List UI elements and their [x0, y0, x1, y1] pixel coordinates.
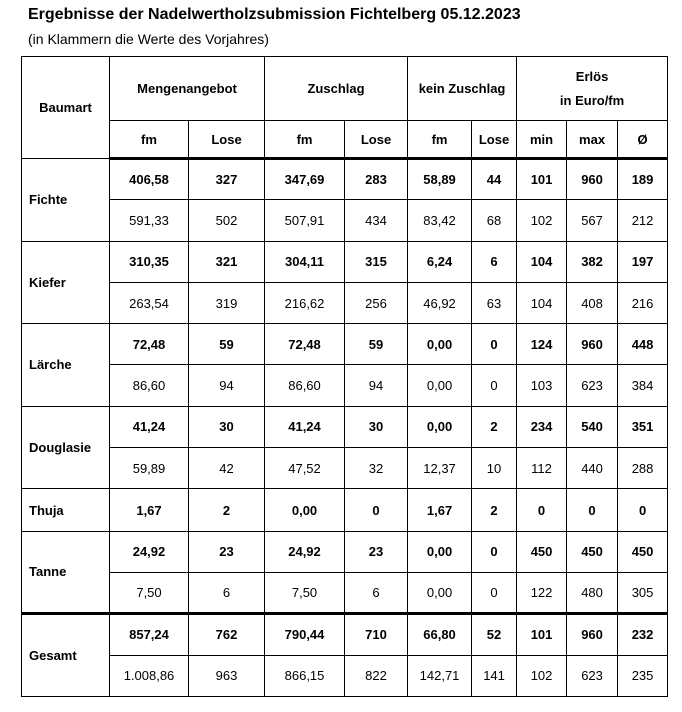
table-row-previous	[22, 282, 668, 323]
table-cell: 327	[189, 159, 265, 200]
table-cell: 0,00	[408, 406, 472, 447]
table-cell: 480	[567, 572, 618, 613]
table-row-previous	[22, 365, 668, 406]
col-header-kein-zuschlag: kein Zuschlag	[408, 57, 517, 121]
table-cell: 351	[618, 406, 668, 447]
baumart-cell: Tanne	[22, 531, 110, 614]
table-row	[22, 324, 668, 365]
table-cell: 101	[517, 614, 567, 655]
table-cell: 540	[567, 406, 618, 447]
table-cell: 52	[472, 614, 517, 655]
table-cell: 24,92	[265, 531, 345, 572]
table-cell: 310,35	[110, 241, 189, 282]
results-table	[21, 56, 668, 697]
table-cell: 101	[517, 159, 567, 200]
table-cell: 0	[517, 489, 567, 531]
table-cell: 212	[618, 200, 668, 241]
table-cell: 440	[567, 448, 618, 489]
table-cell: 0,00	[408, 572, 472, 613]
baumart-cell: Kiefer	[22, 241, 110, 324]
baumart-cell: Fichte	[22, 159, 110, 242]
table-cell: 86,60	[265, 365, 345, 406]
table-cell: 41,24	[110, 406, 189, 447]
table-cell: 94	[345, 365, 408, 406]
table-cell: 762	[189, 614, 265, 655]
table-row-previous	[22, 572, 668, 613]
col-header-erloes	[517, 57, 668, 121]
table-cell: 232	[618, 614, 668, 655]
baumart-cell: Douglasie	[22, 406, 110, 489]
table-row	[22, 241, 668, 282]
table-cell: 23	[345, 531, 408, 572]
table-cell: 502	[189, 200, 265, 241]
table-cell: 122	[517, 572, 567, 613]
baumart-cell: Thuja	[22, 489, 110, 531]
table-cell: 66,80	[408, 614, 472, 655]
page-subtitle: (in Klammern die Werte des Vorjahres)	[28, 31, 269, 47]
table-cell: 960	[567, 614, 618, 655]
table-cell: 0,00	[408, 365, 472, 406]
table-cell: 347,69	[265, 159, 345, 200]
table-cell: 0,00	[408, 531, 472, 572]
table-cell: 450	[618, 531, 668, 572]
col-header-mengenangebot-fm: fm	[110, 121, 189, 159]
table-cell: 315	[345, 241, 408, 282]
table-cell: 124	[517, 324, 567, 365]
col-header-kein-zuschlag-lose: Lose	[472, 121, 517, 159]
col-header-mengenangebot: Mengenangebot	[110, 57, 265, 121]
table-cell: 2	[472, 489, 517, 531]
table-cell: 623	[567, 655, 618, 696]
table-cell: 0	[618, 489, 668, 531]
table-cell: 68	[472, 200, 517, 241]
table-row-total	[22, 614, 668, 655]
table-cell: 24,92	[110, 531, 189, 572]
table-cell: 710	[345, 614, 408, 655]
table-cell: 30	[345, 406, 408, 447]
col-header-zuschlag-lose: Lose	[345, 121, 408, 159]
table-cell: 2	[472, 406, 517, 447]
table-cell: 1.008,86	[110, 655, 189, 696]
table-cell: 450	[567, 531, 618, 572]
table-cell: 0,00	[265, 489, 345, 531]
col-header-baumart: Baumart	[22, 57, 110, 159]
table-cell: 288	[618, 448, 668, 489]
table-cell: 234	[517, 406, 567, 447]
table-row	[22, 159, 668, 200]
table-cell: 141	[472, 655, 517, 696]
table-cell: 507,91	[265, 200, 345, 241]
col-header-zuschlag-fm: fm	[265, 121, 345, 159]
table-cell: 857,24	[110, 614, 189, 655]
col-header-zuschlag: Zuschlag	[265, 57, 408, 121]
table-cell: 197	[618, 241, 668, 282]
table-cell: 59	[189, 324, 265, 365]
table-cell: 30	[189, 406, 265, 447]
table-cell: 112	[517, 448, 567, 489]
table-cell: 0,00	[408, 324, 472, 365]
table-cell: 304,11	[265, 241, 345, 282]
table-cell: 72,48	[265, 324, 345, 365]
table-cell: 319	[189, 282, 265, 323]
table-cell: 72,48	[110, 324, 189, 365]
table-cell: 46,92	[408, 282, 472, 323]
table-row-previous	[22, 200, 668, 241]
table-cell: 305	[618, 572, 668, 613]
table-cell: 104	[517, 241, 567, 282]
table-row-previous	[22, 448, 668, 489]
header-row-groups	[22, 57, 668, 121]
col-header-kein-zuschlag-fm: fm	[408, 121, 472, 159]
table-cell: 450	[517, 531, 567, 572]
table-cell: 963	[189, 655, 265, 696]
page-title: Ergebnisse der Nadelwertholzsubmission Fichtelberg 05.12.2023	[28, 6, 521, 23]
table-cell: 58,89	[408, 159, 472, 200]
table-cell: 216	[618, 282, 668, 323]
header-row-units	[22, 121, 668, 159]
table-cell: 0	[472, 324, 517, 365]
table-cell: 790,44	[265, 614, 345, 655]
table-cell: 6	[189, 572, 265, 613]
table-cell: 42	[189, 448, 265, 489]
table-cell: 0	[472, 572, 517, 613]
table-cell: 406,58	[110, 159, 189, 200]
table-cell: 7,50	[110, 572, 189, 613]
table-cell: 10	[472, 448, 517, 489]
baumart-cell: Lärche	[22, 324, 110, 407]
table-cell: 822	[345, 655, 408, 696]
table-cell: 102	[517, 200, 567, 241]
table-cell: 0	[345, 489, 408, 531]
table-cell: 384	[618, 365, 668, 406]
table-cell: 256	[345, 282, 408, 323]
table-cell: 1,67	[408, 489, 472, 531]
col-header-max: max	[567, 121, 618, 159]
col-header-erloes-line2: in Euro/fm	[559, 92, 625, 108]
table-cell: 59	[345, 324, 408, 365]
table-cell: 408	[567, 282, 618, 323]
baumart-cell-total: Gesamt	[22, 614, 110, 697]
table-cell: 6	[345, 572, 408, 613]
table-cell: 189	[618, 159, 668, 200]
col-header-mengenangebot-lose: Lose	[189, 121, 265, 159]
table-cell: 960	[567, 159, 618, 200]
table-cell: 216,62	[265, 282, 345, 323]
table-cell: 960	[567, 324, 618, 365]
table-cell: 2	[189, 489, 265, 531]
table-cell: 103	[517, 365, 567, 406]
table-cell: 6	[472, 241, 517, 282]
table-cell: 94	[189, 365, 265, 406]
table-row	[22, 406, 668, 447]
table-cell: 235	[618, 655, 668, 696]
table-cell: 142,71	[408, 655, 472, 696]
table-cell: 382	[567, 241, 618, 282]
table-cell: 44	[472, 159, 517, 200]
table-cell: 7,50	[265, 572, 345, 613]
table-cell: 63	[472, 282, 517, 323]
col-header-min: min	[517, 121, 567, 159]
table-cell: 591,33	[110, 200, 189, 241]
table-cell: 567	[567, 200, 618, 241]
table-cell: 59,89	[110, 448, 189, 489]
table-row	[22, 531, 668, 572]
table-cell: 6,24	[408, 241, 472, 282]
table-cell: 12,37	[408, 448, 472, 489]
table-cell: 86,60	[110, 365, 189, 406]
table-cell: 0	[567, 489, 618, 531]
table-cell: 0	[472, 365, 517, 406]
table-cell: 104	[517, 282, 567, 323]
table-cell: 263,54	[110, 282, 189, 323]
table-cell: 448	[618, 324, 668, 365]
table-cell: 434	[345, 200, 408, 241]
col-header-avg: Ø	[618, 121, 668, 159]
table-cell: 283	[345, 159, 408, 200]
table-cell: 1,67	[110, 489, 189, 531]
table-cell: 866,15	[265, 655, 345, 696]
table-row	[22, 489, 668, 531]
table-cell: 41,24	[265, 406, 345, 447]
table-cell: 47,52	[265, 448, 345, 489]
table-cell: 321	[189, 241, 265, 282]
table-row-total-previous	[22, 655, 668, 696]
table-cell: 623	[567, 365, 618, 406]
table-cell: 23	[189, 531, 265, 572]
table-cell: 0	[472, 531, 517, 572]
table-cell: 83,42	[408, 200, 472, 241]
table-cell: 32	[345, 448, 408, 489]
table-cell: 102	[517, 655, 567, 696]
col-header-erloes-line1: Erlös	[575, 68, 609, 84]
